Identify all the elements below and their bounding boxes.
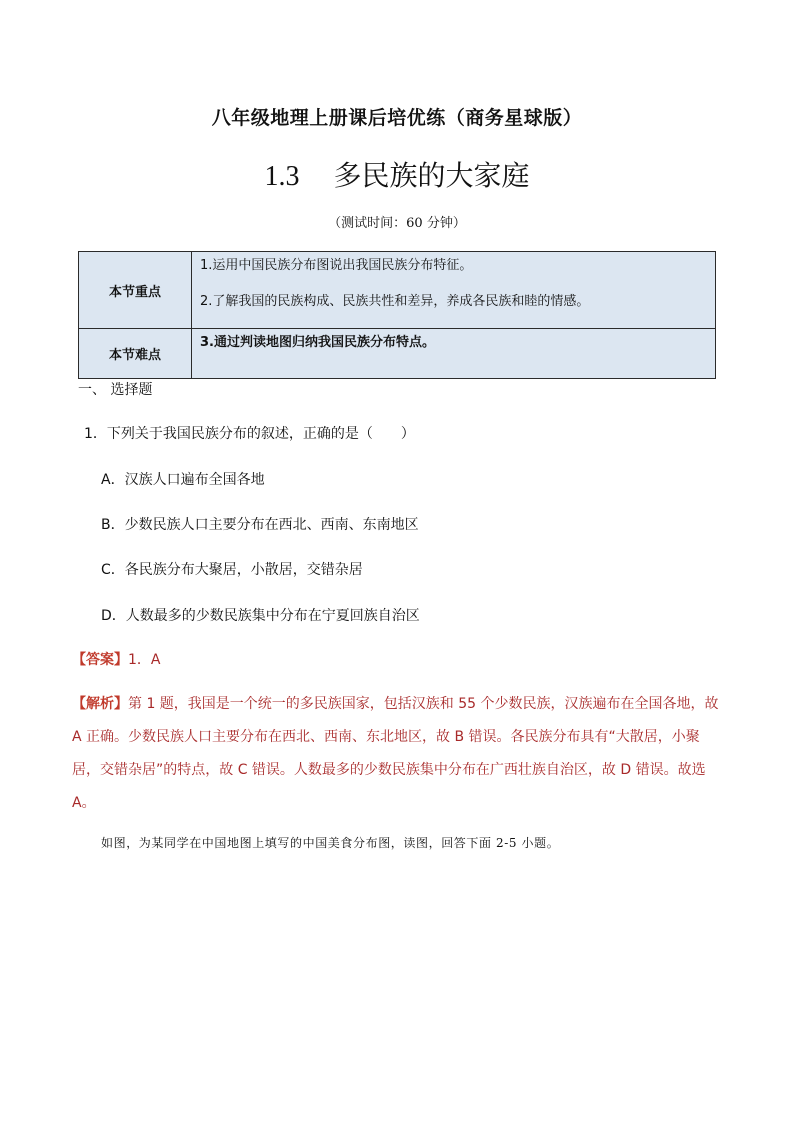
- analysis-paragraph: [72, 688, 724, 820]
- next-question-prompt: 如图，为某同学在中国地图上填写的中国美食分布图，读图，回答下面 2-5 小题。: [101, 836, 560, 850]
- lesson-number: 1.3: [264, 161, 300, 192]
- key-point-item: 2.了解我国的民族构成、民族共性和差异，养成各民族和睦的情感。: [200, 294, 590, 309]
- answer-line: [72, 649, 160, 669]
- option-c: C．各民族分布大聚居，小散居，交错杂居: [101, 562, 363, 578]
- key-point-item: 1.运用中国民族分布图说出我国民族分布特征。: [200, 258, 473, 273]
- difficulty-label: 本节难点: [79, 329, 192, 379]
- series-title: 八年级地理上册课后培优练（商务星球版）: [211, 107, 583, 129]
- difficulty-item: 3.通过判读地图归纳我国民族分布特点。: [200, 335, 435, 350]
- section-heading: 一、 选择题: [78, 382, 153, 398]
- objectives-table: [78, 251, 716, 379]
- key-points-row: [79, 252, 716, 329]
- lesson-title: [0, 154, 794, 194]
- option-d: D．人数最多的少数民族集中分布在宁夏回族自治区: [101, 608, 420, 624]
- question-stem: 1．下列关于我国民族分布的叙述，正确的是（ ）: [84, 426, 415, 442]
- difficulty-row: [79, 329, 716, 379]
- answer-tag: 【答案】: [72, 652, 128, 668]
- option-a: A．汉族人口遍布全国各地: [101, 472, 265, 488]
- test-time: （测试时间：60 分钟）: [328, 216, 466, 231]
- key-points-label: 本节重点: [79, 252, 192, 329]
- answer-text: 1．A: [128, 652, 161, 668]
- analysis-tag: 【解析】: [72, 696, 128, 712]
- difficulty-content: [192, 329, 716, 379]
- option-b: B．少数民族人口主要分布在西北、西南、东南地区: [101, 517, 419, 533]
- key-points-content: [192, 252, 716, 329]
- analysis-text: 第 1 题，我国是一个统一的多民族国家，包括汉族和 55 个少数民族，汉族遍布在全国各地，故 A 正确。少数民族人口主要分布在西北、西南、东北地区，故 B 错误。各民族分布具有“大散居，小聚居，交错杂居”的特点，故 C 错误。人数最多的少数民族集中分布在广西壮族自治区，故 D 错误。故选 A。: [72, 696, 719, 811]
- lesson-name: 多民族的大家庭: [333, 159, 530, 192]
